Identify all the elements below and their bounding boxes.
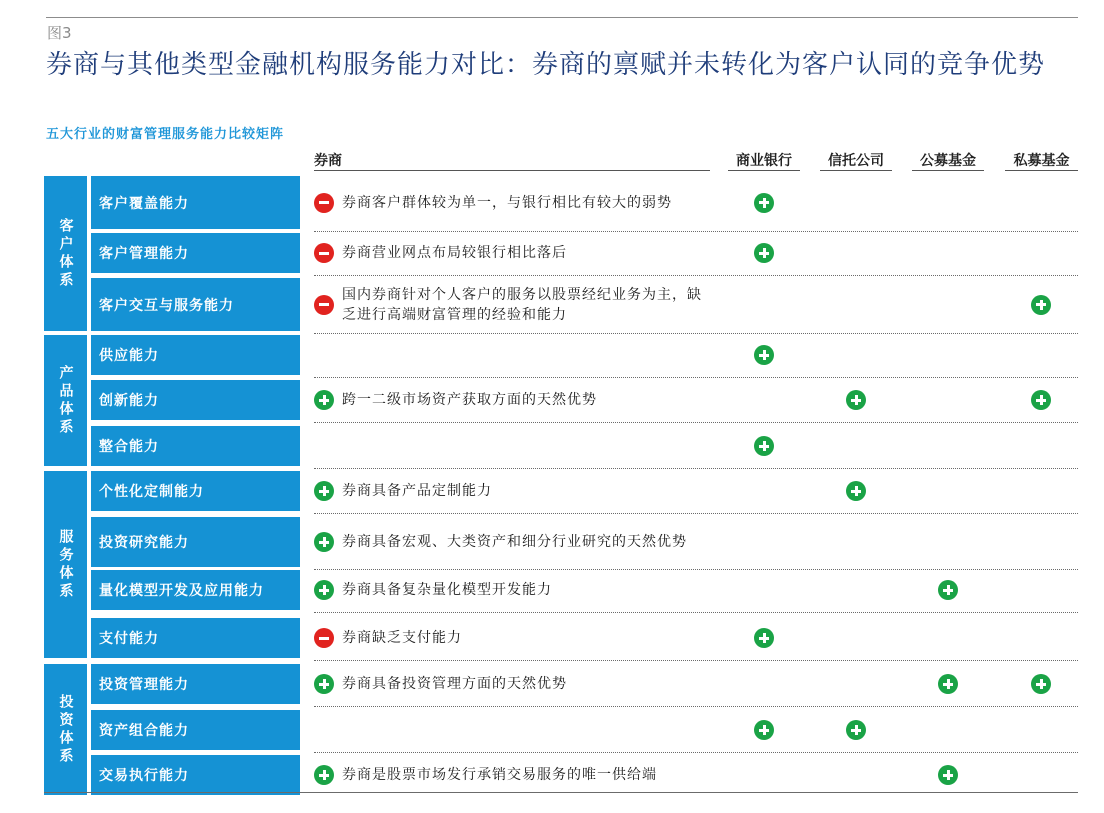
broker-assessment	[314, 517, 714, 567]
advantage-plus-icon	[754, 193, 774, 213]
capability-cell: 投资管理能力	[91, 664, 300, 704]
capability-cell: 支付能力	[91, 618, 300, 658]
broker-assessment-text: 国内券商针对个人客户的服务以股票经纪业务为主，缺乏进行高端财富管理的经验和能力	[342, 286, 702, 323]
figure-label: 图3	[47, 24, 72, 42]
advantage-plus-icon	[314, 532, 334, 552]
group-label: 客户体系	[57, 217, 74, 290]
capability-cell: 资产组合能力	[91, 710, 300, 750]
row-separator	[314, 513, 1078, 514]
broker-assessment	[314, 176, 714, 229]
row-separator	[314, 468, 1078, 469]
column-header-trust: 信托公司	[820, 150, 892, 171]
capability-cell: 客户管理能力	[91, 233, 300, 273]
capability-cell: 客户覆盖能力	[91, 176, 300, 229]
matrix-subtitle: 五大行业的财富管理服务能力比较矩阵	[46, 127, 285, 142]
advantage-plus-icon	[314, 580, 334, 600]
advantage-plus-icon	[314, 390, 334, 410]
advantage-plus-icon	[754, 243, 774, 263]
column-header-private-fund: 私募基金	[1005, 150, 1078, 171]
row-separator	[314, 333, 1078, 334]
broker-assessment	[314, 755, 714, 795]
group-block	[44, 176, 87, 331]
group-label: 服务体系	[57, 528, 74, 601]
advantage-plus-icon	[938, 580, 958, 600]
broker-assessment	[314, 710, 714, 750]
advantage-plus-icon	[754, 345, 774, 365]
broker-assessment	[314, 335, 714, 375]
advantage-plus-icon	[754, 720, 774, 740]
advantage-plus-icon	[1031, 295, 1051, 315]
page-title: 券商与其他类型金融机构服务能力对比：券商的禀赋并未转化为客户认同的竞争优势	[46, 50, 1046, 80]
broker-assessment-text: 券商营业网点布局较银行相比落后	[342, 245, 567, 261]
broker-assessment	[314, 618, 714, 658]
row-separator	[314, 275, 1078, 276]
disadvantage-minus-icon	[314, 295, 334, 315]
top-rule	[46, 17, 1078, 18]
broker-assessment-text: 跨一二级市场资产获取方面的天然优势	[342, 392, 597, 408]
capability-cell: 供应能力	[91, 335, 300, 375]
group-label: 产品体系	[57, 364, 74, 437]
row-separator	[314, 706, 1078, 707]
broker-assessment-text: 券商是股票市场发行承销交易服务的唯一供给端	[342, 767, 657, 783]
broker-assessment-text: 券商具备投资管理方面的天然优势	[342, 676, 567, 692]
capability-cell: 整合能力	[91, 426, 300, 466]
capability-cell: 客户交互与服务能力	[91, 278, 300, 331]
column-header-bank: 商业银行	[728, 150, 800, 171]
advantage-plus-icon	[1031, 674, 1051, 694]
broker-assessment-text: 券商具备复杂量化模型开发能力	[342, 582, 552, 598]
advantage-plus-icon	[938, 674, 958, 694]
broker-assessment	[314, 426, 714, 466]
advantage-plus-icon	[314, 674, 334, 694]
broker-assessment	[314, 471, 714, 511]
advantage-plus-icon	[846, 720, 866, 740]
bottom-rule	[44, 792, 1078, 793]
advantage-plus-icon	[938, 765, 958, 785]
advantage-plus-icon	[1031, 390, 1051, 410]
broker-assessment	[314, 278, 714, 331]
broker-assessment	[314, 380, 714, 420]
disadvantage-minus-icon	[314, 193, 334, 213]
broker-assessment	[314, 570, 714, 610]
row-separator	[314, 752, 1078, 753]
row-separator	[314, 612, 1078, 613]
capability-cell: 个性化定制能力	[91, 471, 300, 511]
row-separator	[314, 422, 1078, 423]
broker-assessment-text: 券商具备产品定制能力	[342, 483, 492, 499]
broker-assessment-text: 券商具备宏观、大类资产和细分行业研究的天然优势	[342, 534, 687, 550]
advantage-plus-icon	[846, 481, 866, 501]
group-label: 投资体系	[57, 693, 74, 766]
row-separator	[314, 660, 1078, 661]
broker-assessment-text: 券商缺乏支付能力	[342, 630, 462, 646]
column-header-brokers: 券商	[314, 150, 710, 171]
group-block	[44, 335, 87, 466]
disadvantage-minus-icon	[314, 628, 334, 648]
row-separator	[314, 231, 1078, 232]
capability-cell: 量化模型开发及应用能力	[91, 570, 300, 610]
group-block	[44, 471, 87, 658]
group-block	[44, 664, 87, 795]
broker-assessment	[314, 233, 714, 273]
broker-assessment	[314, 664, 714, 704]
capability-cell: 投资研究能力	[91, 517, 300, 567]
disadvantage-minus-icon	[314, 243, 334, 263]
advantage-plus-icon	[754, 628, 774, 648]
capability-cell: 交易执行能力	[91, 755, 300, 795]
advantage-plus-icon	[314, 481, 334, 501]
column-header-public-fund: 公募基金	[912, 150, 984, 171]
advantage-plus-icon	[314, 765, 334, 785]
advantage-plus-icon	[754, 436, 774, 456]
row-separator	[314, 377, 1078, 378]
capability-cell: 创新能力	[91, 380, 300, 420]
broker-assessment-text: 券商客户群体较为单一，与银行相比有较大的弱势	[342, 194, 672, 211]
advantage-plus-icon	[846, 390, 866, 410]
